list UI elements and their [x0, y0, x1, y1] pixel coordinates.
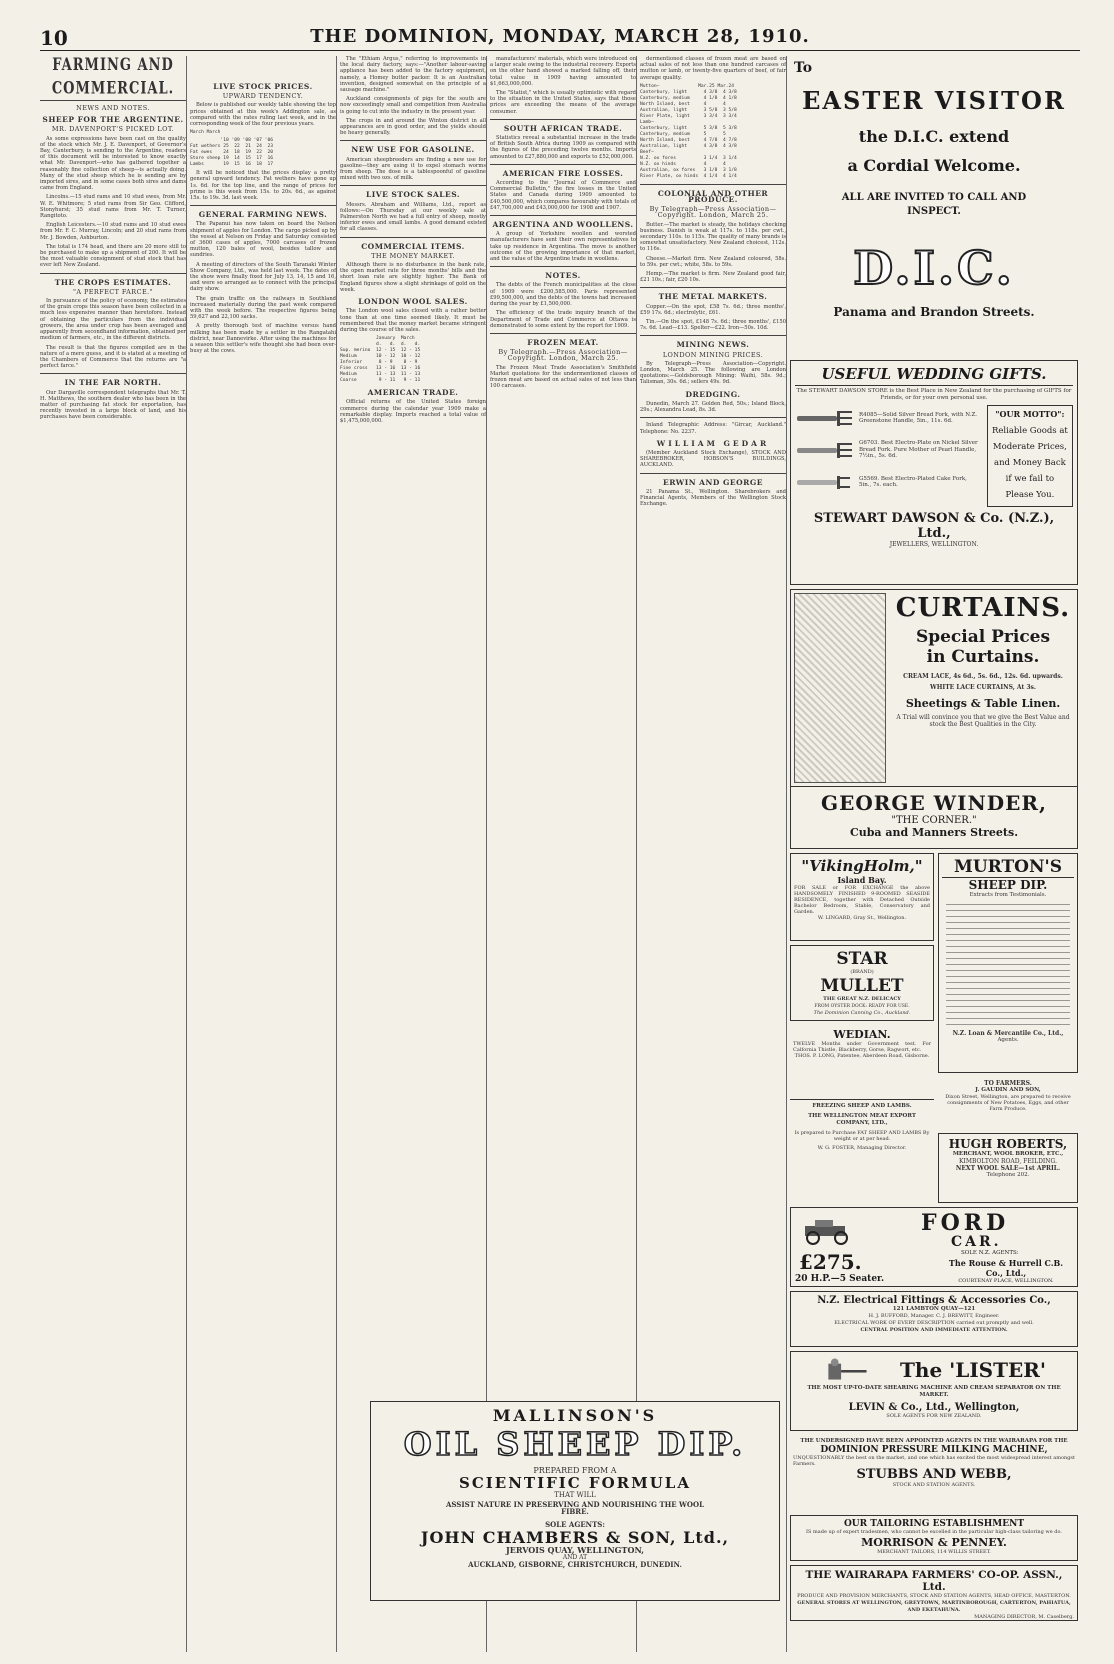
heading-metal-markets: THE METAL MARKETS.	[658, 292, 768, 302]
ad-mallinson-line2: ASSIST NATURE IN PRESERVING AND NOURISHING THE WOOL FIBRE.	[445, 1500, 705, 1516]
article-paragraph: Copper.—On the spot, £58 7s. 6d.; three months', £59 17s. 6d.; electrolytic, £61.	[640, 303, 786, 316]
ad-curtains-line5: Sheetings & Table Linen.	[905, 697, 1061, 710]
column-1	[40, 56, 187, 1652]
ad-star-company: The Dominion Canning Co., Auckland.	[813, 1010, 911, 1016]
article-paragraph: Messrs. Abraham and Williams, Ltd., report as follows:—On Thursday at our weekly sale at Palmerston North we had a full entry of sheep, mostly inferior ewes and small lambs. A good demand existed for all classes.	[340, 201, 486, 233]
subheading-davenport: MR. DAVENPORT'S PICKED LOT.	[51, 125, 175, 134]
ad-lister-footer: LEVIN & Co., Ltd., Wellington,	[848, 1402, 1020, 1413]
ad-freezing	[790, 1099, 934, 1187]
newspaper-title: THE DOMINION, MONDAY, MARCH 28, 1910.	[310, 26, 810, 47]
ad-curtains	[790, 589, 1078, 787]
ad-freezing-text: Is prepared to Purchase FAT SHEEP AND LAMBS By weight or at per head.	[794, 1130, 930, 1142]
heading-notes: NOTES.	[545, 271, 581, 281]
article-paragraph: Hemp.—The market is firm. New Zealand good fair, £21 10s.; fair, £20 10s.	[640, 271, 786, 284]
article-paragraph: Official returns of the United States foreign commerce during the calendar year 1909 make a remarkable display. Imports reached a total value of $1,475,000,000.	[340, 399, 486, 424]
ad-mallinson-agents: JOHN CHAMBERS & SON, Ltd.,	[420, 1528, 730, 1547]
ad-lister-title: The 'LISTER'	[900, 1358, 1046, 1382]
ad-ef-footer: CENTRAL POSITION AND IMMEDIATE ATTENTION.	[860, 1327, 1008, 1333]
article-paragraph: The result is that the figures compiled are in the nature of a mere guess, and it is stated at a meeting of the Chambers of Commerce that the returns are "a perfect farce."	[40, 344, 186, 370]
heading-sheep-argentine: SHEEP FOR THE ARGENTINE.	[42, 115, 184, 125]
article-paragraph: Tin.—On the spot, £148 7s. 6d.; three months', £150 7s. 6d. Lead—£13. Spelter—£22. Iron—50s. 10d.	[640, 319, 786, 332]
ad-mallinson	[370, 1401, 780, 1601]
ad-murton	[938, 853, 1078, 1073]
lace-curtain-image	[794, 593, 886, 783]
ad-wairarapa-text2: GENERAL STORES AT WELLINGTON, GREYTOWN, MARTINBOROUGH, CARTERTON, PAHIATUA, AND EKETAHUNA.	[797, 1600, 1071, 1613]
ad-mallinson-scientific: SCIENTIFIC FORMULA	[459, 1474, 691, 1492]
ad-wedian-text: TWELVE Months under Government test. For Calfornia Thistle, Blackberry, Gorse, Ragwort, etc.	[793, 1041, 931, 1053]
table-caption: March March	[190, 130, 221, 136]
masthead	[40, 24, 1080, 51]
article-paragraph: The total is 174 head, and there are 20 more still to be purchased to make up a shipment of 200. It will be the most valuable consignment of stud stock that has ever left New Zealand.	[40, 243, 186, 269]
article-paragraph: The efficiency of the trade inquiry branch of the Department of Trade and Commerce at Ottawa is demonstrated to some extent by the report for 1909.	[490, 310, 636, 329]
ad-star-title: STAR	[836, 949, 888, 969]
ad-star-name: MULLET	[820, 976, 904, 996]
heading-fire-losses: AMERICAN FIRE LOSSES.	[502, 168, 624, 178]
ad-hugh-sale: NEXT WOOL SALE—1st APRIL.	[955, 1165, 1061, 1172]
article-paragraph: It will be noticed that the prices display a pretty general upward tendency. Fat wethers have gone up 1s. 6d. for the top line, and the range of prices for prime is this week from 15s. to 20s. 6d., as against 15s. to 19s. 3d. last week.	[190, 170, 336, 202]
ad-wedian-title: WEDIAN.	[833, 1028, 891, 1041]
ad-gifts-title: USEFUL WEDDING GIFTS.	[795, 365, 1073, 386]
ad-vikingholm-title: "VikingHolm,"	[801, 857, 923, 875]
ad-tailoring	[790, 1515, 1078, 1561]
subheading-money-market: THE MONEY MARKET.	[371, 251, 455, 260]
subheading-telegraph: By Telegraph.—Press Association—Copyright. London, March 25.	[498, 348, 628, 363]
ad-gifts-footer: STEWART DAWSON & Co. (N.Z.), Ltd.,	[813, 511, 1055, 541]
page-number: 10	[40, 26, 68, 50]
ad-murton-sub: SHEEP DIP.	[968, 878, 1048, 892]
heading-gasoline: NEW USE FOR GASOLINE.	[351, 145, 475, 155]
ad-star-brand: (BRAND)	[850, 969, 874, 975]
article-paragraph: Cheese.—Market firm. New Zealand coloured, 58s. to 59s. per cwt.; white, 58s. to 59s.	[640, 255, 786, 268]
heading-south-african-trade: SOUTH AFRICAN TRADE.	[503, 123, 623, 133]
ad-ef-names: H. J. BUFFORD, Manager. C. J. BREWITT, Engineer.	[868, 1313, 1000, 1319]
ad-tailoring-title: OUR TAILORING ESTABLISHMENT	[843, 1519, 1025, 1529]
ad-star-line1: THE GREAT N.Z. DELICACY	[823, 996, 901, 1002]
ad-vikingholm-sub: Island Bay.	[837, 875, 887, 885]
wool-price-table: January March d. d. d. d. Sup. merino 12 - 15 12 - 15 Medium 10 - 12 10 - 12 Inferior 8 - 9 8 - 9 Fine cross 13 - 16 13 - 16 Medium 11 - 13 11 - 13 Coarse 9 - 11 9 - 11	[340, 336, 421, 384]
ad-lister-text: THE MOST UP-TO-DATE SHEARING MACHINE AND CREAM SEPARATOR ON THE MARKET.	[807, 1385, 1061, 1398]
ad-lister-footer-sub: SOLE AGENTS FOR NEW ZEALAND.	[886, 1413, 982, 1419]
ad-hugh-address: KIMBOLTON ROAD, FEILDING.	[958, 1158, 1057, 1165]
ad-gifts-motto: Reliable Goods at Moderate Prices, and Money Back if we fail to Please You.	[991, 426, 1068, 500]
ad-mallinson-prepared: PREPARED FROM A	[533, 1466, 617, 1475]
article-paragraph: Dunedin, March 27. Golden Red, 50s.; Island Block, 29s.; Alexandra Lead, 8s. 3d.	[640, 400, 786, 414]
ad-ef-text: ELECTRICAL WORK OF EVERY DESCRIPTION carried out promptly and well.	[834, 1320, 1034, 1326]
frozen-meat-table: Mutton— Mar.25 Mar.24 Canterbury, light 4 3/8 4 3/8 Canterbury, medium 4 1/8 4 1/8 North Island, best 4 4 Australian, light 3 5/8 3 5/8 River Plate, light 3 3/4 3 3/4 Lamb— Canterbury, light 5 3/8 5 3/8 Canterbury, medium 5 5 North Island, best 4 7/8 4 7/8 Australian, light 4 3/8 4 3/8 Beef— N.Z. ox fores 3 1/4 3 1/4 N.Z. ox hinds 4 4 Australian, ox fores 3 1/8 3 1/8 River Plate, ox hinds 4 1/4 4 1/4	[640, 83, 737, 179]
ad-ford-price: £275.	[799, 1250, 862, 1274]
ad-easter-to: To	[794, 60, 813, 76]
ad-ford-title2: CAR.	[951, 1234, 1002, 1250]
column-2	[190, 56, 337, 1652]
ad-tailoring-text: IS made up of expert tradesmen, who cannot be excelled in the particular high-class tailoring we do.	[806, 1529, 1062, 1535]
news-notes-heading: NEWS AND NOTES.	[76, 104, 150, 112]
ad-gifts-item3: G5569. Best Electro-Plated Cake Fork, 5in., 7s. each.	[859, 475, 967, 488]
article-paragraph: Although there is no disturbance in the bank rate, the open market rate for three months' bills and the short loan rate are slightly higher. The Bank of England figures show a slight shrinkage of gold on the week.	[340, 262, 486, 293]
bread-fork-icon	[795, 437, 855, 463]
article-paragraph: The grain traffic on the railways in Southland increased materially during the past week compared with the week before. The respective figures being 59,627 and 22,100 sacks.	[190, 295, 336, 321]
article-paragraph: The Papanui has now taken on board the Nelson shipment of apples for London. The cargo picked up by the vessel at Nelson on Friday and Saturday consisted of 3600 cases of apples, 7000 carcases of frozen mutton, 120 bales of wool, besides tallow and sundries.	[190, 221, 336, 259]
ad-tailoring-footer: MORRISON & PENNEY.	[861, 1536, 1007, 1549]
article-paragraph: Below is published our weekly table showing the top prices obtained at this week's Addington sale, as compared with the rates ruling last week, and in the corresponding week of the four previous years.	[190, 102, 336, 128]
subheading-produce-telegraph: By Telegraph—Press Association—Copyright. London, March 25.	[649, 205, 777, 220]
ad-vikingholm-text: FOR SALE or FOR EXCHANGE the above HANDSOMELY FINISHED 9-ROOMED SEASIDE RESIDENCE, together with Detached Outside Bachelor Bedroom, Stable, Conservatory and Garden.	[794, 885, 930, 915]
ad-easter-line4: a Cordial Welcome.	[847, 156, 1021, 175]
ad-murton-small: Extracts from Testimonials.	[969, 892, 1047, 898]
heading-far-north: IN THE FAR NORTH.	[64, 378, 162, 388]
subheading-farce: "A PERFECT FARCE."	[73, 287, 153, 296]
ad-wairarapa-text: PRODUCE AND PROVISION MERCHANTS, STOCK AND STATION AGENTS, HEAD OFFICE, MASTERTON.	[797, 1593, 1071, 1599]
ad-ef-sub: 121 LAMBTON QUAY—121	[892, 1306, 976, 1312]
ad-gifts-item1: R4085—Solid Silver Bread Fork, with N.Z. Greenstone Handle, 5in., 11s. 6d.	[859, 411, 977, 424]
article-paragraph: Butter.—The market is steady, the holidays checking business. Danish is weak at 117s. to 118s. per cwt., secondary 110s. to 115s. The quality of many brands is somewhat unsatisfactory. New Zealand choicest, 112s. to 116s.	[640, 221, 786, 253]
ad-winder-sub2: Cuba and Manners Streets.	[849, 826, 1019, 839]
cake-fork-icon	[795, 469, 855, 495]
section-title: FARMING AND COMMERCIAL.	[51, 55, 175, 99]
article-paragraph: Lincolns.—15 stud rams and 10 stud ewes, from Mr. W. E. Whitmore; 5 stud rams from Sir Geo. Clifford, Stonyhurst; 35 stud rams from Mr. T. Turner, Rangitoto.	[40, 194, 186, 220]
ad-curtains-line6: A Trial will convince you that we give the Best Value and stock the Best Qualities in the City.	[896, 714, 1070, 728]
ad-murton-footer: N.Z. Loan & Mercantile Co., Ltd.,	[952, 1030, 1064, 1037]
heading-live-stock-prices: LIVE STOCK PRICES.	[213, 82, 313, 91]
article-paragraph: A meeting of directors of the South Taranaki Winter Show Company, Ltd., was held last week. The dates of the show were finally fixed for July 13, 14, 15 and 16, and were so arranged as to connect with the principal dairy show.	[190, 261, 336, 293]
ad-murton-title: MURTON'S	[942, 857, 1074, 878]
article-paragraph: As some expressions have been cast on the quality of the stock which Mr. J. E. Davenport, of Governor's Bay, Canterbury, is sending to the Argentine, readers of this document will be interested to know exactly what Mr. Davenport—who has gathered together a reasonably fine collection of sheep—is actually doing. Many of the stud sheep which he is sending are by imported sires, and in some cases both sires and dams came from England.	[40, 135, 186, 192]
ad-mallinson-sub: OIL SHEEP DIP.	[403, 1425, 747, 1463]
article-paragraph: English Leicesters.—10 stud rams and 10 stud ewes from Mr. F. C. Murray, Lincoln; and 20 stud rams from Mr. J. Bowden, Ashburton.	[40, 222, 186, 241]
ad-mallinson-agents-title: SOLE AGENTS:	[545, 1520, 605, 1529]
ad-hugh-sub: MERCHANT, WOOL BROKER, ETC.,	[952, 1151, 1064, 1157]
heading-live-stock-sales: LIVE STOCK SALES.	[365, 190, 461, 200]
article-paragraph: The London wool sales closed with a rather better tone than at one time seemed likely. It must be remembered that the money market became stringent during the course of the sales.	[340, 308, 486, 333]
heading-general-farming: GENERAL FARMING NEWS.	[198, 210, 328, 220]
ad-ford-hp: 20 H.P.—5 Seater.	[795, 1274, 885, 1284]
ad-easter-line3: the D.I.C. extend	[858, 127, 1010, 146]
ad-hugh-phone: Telephone 202.	[986, 1172, 1030, 1178]
ad-mallinson-line1: THAT WILL	[554, 1491, 596, 1499]
testimonials-text	[946, 904, 1070, 1025]
ad-curtains-line4: WHITE LACE CURTAINS, At 3s.	[930, 684, 1036, 691]
article-paragraph: A pretty thorough test of machine versus hand milking has been made by a settler in the Rangatahi district, near Dannevirke. After using the machines for a season this settler's wife thought she had been over-busy at the cows.	[190, 323, 336, 355]
ad-gifts-item2: G6703. Best Electro-Plate on Nickel Silver Bread Fork. Pure Mother of Pearl Handle, 7½in., 5s. 6d.	[859, 440, 978, 460]
ad-murton-footer-sub: Agents.	[997, 1037, 1019, 1043]
ad-wedian	[790, 1025, 934, 1095]
ad-ford-car	[790, 1207, 1078, 1287]
bread-fork-icon	[795, 405, 855, 431]
heading-crops: THE CROPS ESTIMATES.	[54, 277, 172, 287]
ad-mallinson-address3: AUCKLAND, GISBORNE, CHRISTCHURCH, DUNEDIN.	[468, 1560, 682, 1569]
ad-vikingholm-agent: W. LINGARD, Gray St., Wellington.	[817, 915, 907, 921]
ad-electrical	[790, 1291, 1078, 1347]
ad-ford-agents: The Rouse & Hurrell C.B. Co., Ltd.,	[948, 1258, 1064, 1278]
ad-dominion-title: THE UNDERSIGNED HAVE BEEN APPOINTED AGENTS IN THE WAIRARAPA FOR THE	[800, 1438, 1068, 1444]
heading-dredging: DREDGING.	[685, 389, 741, 399]
article-paragraph: According to the "Journal of Commerce and Commercial Bulletin," the fire losses in the United States and Canada during 1909 amounted to £40,500,000, which compares favourably with totals of £47,700,000 and £43,000,000 for 1908 and 1907.	[490, 180, 636, 211]
ad-gifts-text: The STEWART DAWSON STORE is the Best Place in New Zealand for the purchasing of GIFTS for Friends, or for your own personal use.	[796, 388, 1072, 401]
ad-farmers-name: J. GAUDIN AND SON,	[975, 1087, 1041, 1093]
separator-machine-icon	[822, 1355, 892, 1385]
ad-curtains-line2: in Curtains.	[926, 647, 1040, 667]
broker-erwin-name: ERWIN AND GEORGE	[663, 477, 763, 487]
heading-commercial-items: COMMERCIAL ITEMS.	[361, 241, 465, 251]
subheading-london-mining: LONDON MINING PRICES.	[662, 350, 764, 359]
article-paragraph: The debts of the French municipalities at the close of 1909 were £200,585,000. Paris represented £99,500,000, and the debts of the towns had increased during the year by £1,500,000.	[490, 282, 636, 308]
ad-freezing-manager: W. G. FOSTER, Managing Director.	[817, 1145, 907, 1151]
ad-wairarapa	[790, 1565, 1078, 1621]
article-paragraph: The Frozen Meat Trade Association's Smithfield Market quotations for the undermentioned classes of frozen meat are based on actual sales of not less than 100 carcases.	[490, 364, 636, 390]
article-paragraph: A group of Yorkshire woollen and worsted manufacturers have sent their own representatives to take up residence in Argentina. The move is another outcome of the growing importance of that market, and the value of the Argentine trade in woollens.	[490, 231, 636, 263]
ad-lister	[790, 1351, 1078, 1431]
article-paragraph: dermentioned classes of frozen meat are based on actual sales of not less than one hundred carcases of mutton or lamb, or twenty-five quarters of beef, of fair average quality.	[640, 56, 786, 81]
article-paragraph: American sheepbreeders are finding a new use for gasoline—they are using it to expel stomach worms from sheep. The dose is a tablespoonful of gasoline mixed with two ozs. of milk.	[340, 156, 486, 182]
article-paragraph: Our Dargaville correspondent telegraphs that Mr. T. H. Matthews, the southern dealer who has been in the matter of purchasing fat stock for exportation, has recently invested in a large block of land, and his purchases have been considerable.	[40, 389, 186, 421]
broker-gedar-name: WILLIAM GEDAR	[656, 438, 770, 448]
ad-ford-agents-title: SOLE N.Z. AGENTS:	[961, 1250, 1019, 1256]
article-paragraph: The crops in and around the Winton district in all appearances are in good order, and the yields should be heavy generally.	[340, 117, 486, 137]
ad-curtains-line3: CREAM LACE, 4s 6d., 5s. 6d., 12s. 6d. upwards.	[903, 673, 1063, 680]
ad-ford-title: FORD	[921, 1210, 1010, 1236]
ad-ef-title: N.Z. Electrical Fittings & Accessories Co.,	[817, 1295, 1051, 1306]
heading-wool-sales: LONDON WOOL SALES.	[358, 297, 468, 307]
article-paragraph: In pursuance of the policy of economy, the estimates of the grain crops this season have been collected in a much less expensive manner than heretofore. Instead of obtaining the particulars from the individual growers, the area under crop has been averaged and apparently from secondhand information, obtained per medium of farmers, etc., in the different districts.	[40, 298, 186, 342]
ad-dominion-footer: STUBBS AND WEBB,	[856, 1467, 1012, 1482]
ad-easter-title: EASTER VISITOR	[802, 86, 1066, 115]
ad-freezing-title: FREEZING SHEEP AND LAMBS.	[812, 1103, 912, 1109]
heading-argentina-woollens: ARGENTINA AND WOOLLENS.	[492, 220, 634, 230]
car-icon	[797, 1216, 867, 1246]
ad-star-mullet	[790, 945, 934, 1021]
article-paragraph: Auckland consignments of pigs for the south are now exceedingly small and competition from Australia is going to cut into the industry in the present year.	[340, 96, 486, 115]
heading-mining-news: MINING NEWS.	[676, 340, 750, 350]
article-paragraph: The "Statist," which is usually optimistic with regard to the situation in the United States, says that those prices are exceeding the means of the average consumer.	[490, 90, 636, 115]
heading-american-trade: AMERICAN TRADE.	[367, 388, 459, 398]
ad-hugh-roberts	[938, 1133, 1078, 1203]
broker-erwin-details: 21 Panama St., Wellington. Sharebrokers and Financial Agents, Members of the Wellington Stock Exchange.	[640, 488, 786, 508]
ad-farmers-title: TO FARMERS.	[984, 1080, 1032, 1087]
article-paragraph: By Telegraph—Press Association—Copyright. London, March 25. The following are London quotations:—Goldsborough Mining: Waihi, 58s. 9d.; Talisman, 30s. 6d.; sellers 49s. 9d.	[640, 360, 786, 386]
ad-freezing-company: THE WELLINGTON MEAT EXPORT COMPANY, LTD.,	[808, 1113, 916, 1126]
subheading-upward: UPWARD TENDENCY.	[222, 92, 304, 101]
ad-tailoring-footer-sub: MERCHANT TAILORS, 114 WILLIS STREET.	[877, 1549, 991, 1555]
ad-curtains-title: CURTAINS.	[895, 593, 1071, 623]
ad-mallinson-address2: AND AT	[562, 1554, 588, 1561]
ad-wedian-contact: THOS. P. LONG, Patentee, Aberdeen Road, Gisborne.	[794, 1053, 930, 1059]
article-paragraph: The "Ethiam Argus," referring to improvements in the local dairy factory, says:—"Another labour-saving appliance has been added to the factory equipment, namely, a Homey butter packer. It is an Australian invention, designed somewhat on the principle of a sausage machine."	[340, 56, 486, 94]
ad-wedding-gifts	[790, 360, 1078, 585]
ad-dominion-name: DOMINION PRESSURE MILKING MACHINE,	[820, 1445, 1048, 1455]
ad-gifts-footer-sub: JEWELLERS, WELLINGTON.	[889, 541, 979, 548]
ad-easter-invite: ALL ARE INVITED TO CALL AND INSPECT.	[841, 192, 1027, 217]
ad-winder-sub1: "THE CORNER."	[891, 815, 977, 826]
ad-star-line2: FROM OYSTER DOCK: READY FOR USE.	[814, 1004, 910, 1009]
heading-colonial-produce: COLONIAL AND OTHER PRODUCE.	[657, 188, 769, 205]
ad-easter-brand: D.I.C.	[853, 241, 1015, 295]
ad-mallinson-address1: JERVOIS QUAY, WELLINGTON,	[505, 1545, 645, 1555]
ad-gifts-motto-title: "OUR MOTTO":	[995, 409, 1065, 419]
article-paragraph: manufacturers' materials, which were introduced on a larger scale owing to the industrial recovery. Exports on the other hand showed a marked falling off, their total value in 1909 having amounted to $1,663,000,000.	[490, 56, 636, 87]
ad-dominion-text: UNQUESTIONABLY the best on the market, and one which has excited the most widespread interest amongst Farmers.	[793, 1455, 1075, 1467]
ad-dic-easter	[790, 56, 1078, 356]
ad-mallinson-title: MALLINSON'S	[492, 1406, 658, 1425]
broker-telegraph: Inland Telegraphic Address: "Gircar, Auckland." Telephone: No. 2237.	[640, 422, 786, 435]
price-table: '10 '09 '08 '07 '06 Fat wethers 25 22 21 24 23 Fat ewes 24 18 19 22 20 Store sheep 19 14 15 17 16 Lambs 19 15 16 18 17	[190, 138, 273, 168]
ad-winder-name: GEORGE WINDER,	[821, 791, 1047, 815]
ad-hugh-title: HUGH ROBERTS,	[948, 1137, 1068, 1151]
ad-easter-address: Panama and Brandon Streets.	[833, 305, 1035, 319]
heading-frozen-meat: FROZEN MEAT.	[527, 337, 599, 347]
ad-wairarapa-title: THE WAIRARAPA FARMERS' CO-OP. ASSN., Ltd.	[805, 1569, 1063, 1593]
ad-curtains-line1: Special Prices	[915, 627, 1051, 647]
article-paragraph: Statistics reveal a substantial increase in the trade of British South Africa during 1909 as compared with the figures of the preceding twelve months. Imports amounted to £27,880,000 and exports to £52,000,000.	[490, 135, 636, 160]
ad-winder	[790, 787, 1078, 849]
ad-farmers-text: Dixon Street, Wellington, are prepared to receive consignments of New Potatoes, Eggs, and other Farm Produce.	[945, 1094, 1071, 1112]
ad-dominion-footer-sub: STOCK AND STATION AGENTS.	[892, 1482, 976, 1488]
ad-ford-address: COURTENAY PLACE, WELLINGTON.	[958, 1278, 1054, 1284]
ad-dominion-milking	[790, 1435, 1078, 1511]
ad-farmers	[938, 1077, 1078, 1129]
ad-vikingholm	[790, 853, 934, 941]
broker-gedar-details: (Member Auckland Stock Exchange), STOCK AND SHAREBROKER, HOBSON'S BUILDINGS, AUCKLAND.	[640, 449, 786, 469]
ad-wairarapa-manager: MANAGING DIRECTOR, M. Caselberg.	[974, 1614, 1074, 1620]
